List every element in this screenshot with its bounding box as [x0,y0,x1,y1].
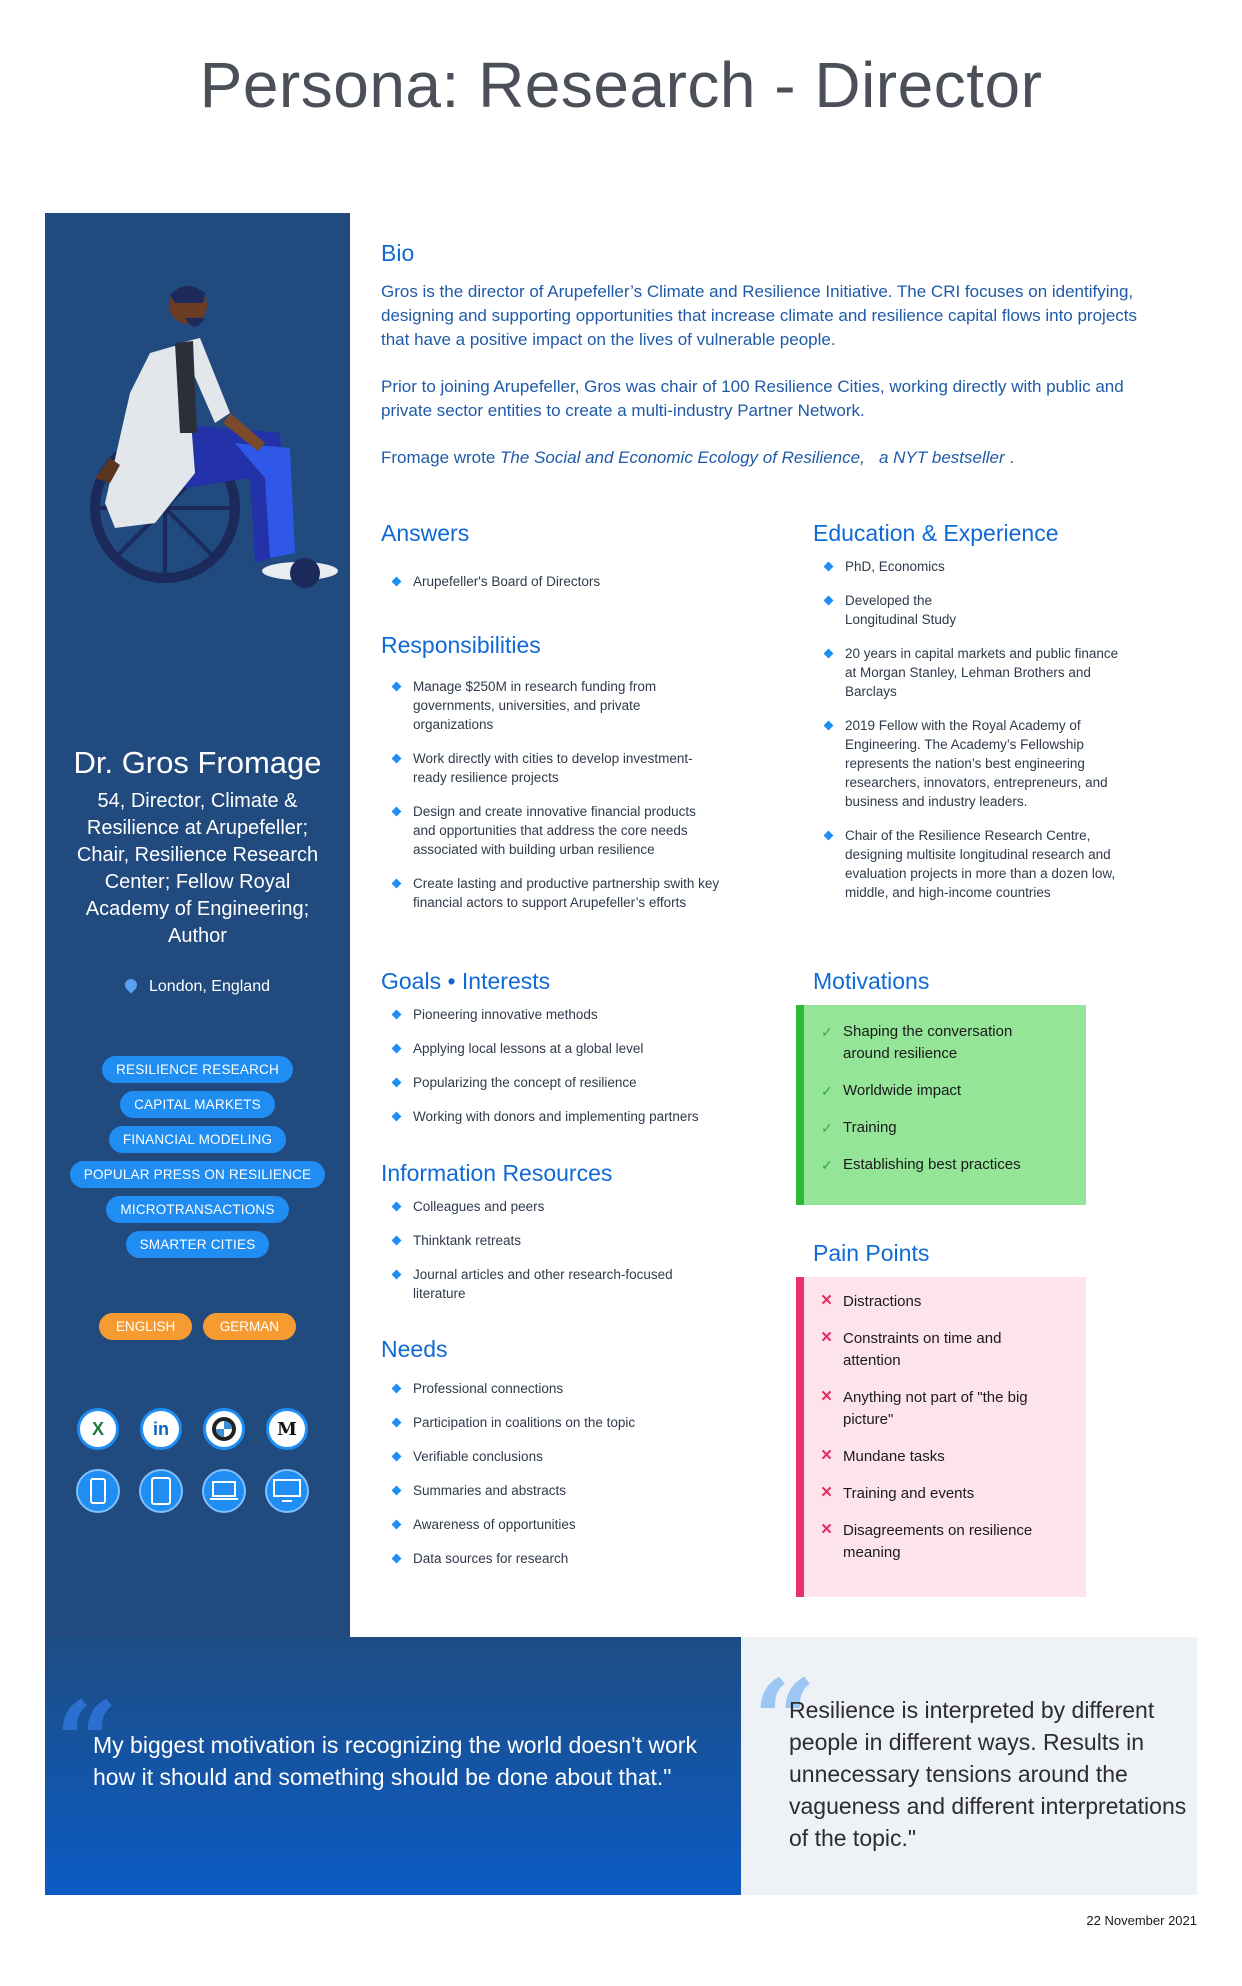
list-item: Journal articles and other research-focused literature [381,1265,721,1303]
skill-tag: SMARTER CITIES [126,1231,270,1258]
page-title: Persona: Research - Director [199,49,1043,121]
list-item: Applying local lessons at a global level [381,1039,721,1058]
desktop-icon [265,1469,309,1513]
pain-points-heading: Pain Points [813,1240,930,1266]
location-text: London, England [149,978,270,995]
list-item: Popularizing the concept of resilience [381,1073,721,1092]
list-item: Working with donors and implementing partners [381,1107,721,1126]
list-item: PhD, Economics [813,557,1123,576]
quote-mark-icon: “ [753,1655,817,1784]
list-item: Create lasting and productive partnership swith key financial actors to support Arupefeller’s efforts [381,874,721,912]
motivations-list [821,1021,1061,1191]
education-heading: Education & Experience [813,520,1059,546]
bio-paragraph: Fromage wrote The Social and Economic Ecology of Resilience, a NYT bestseller . [381,448,1015,467]
list-item: Arupefeller's Board of Directors [381,572,721,591]
language-tag: ENGLISH [99,1313,192,1340]
needs-heading: Needs [381,1336,448,1362]
responsibilities-list [381,677,721,927]
quote-left [45,1637,741,1895]
excel-icon: X [77,1408,119,1450]
bio-heading: Bio [381,240,415,266]
list-item: Developed the Longitudinal Study [813,591,1123,629]
answers-heading: Answers [381,520,470,546]
list-item: × Training and events [821,1483,1051,1505]
skill-tag: POPULAR PRESS ON RESILIENCE [70,1161,325,1188]
profile-sidebar [45,213,350,1643]
skill-tag: FINANCIAL MODELING [109,1126,286,1153]
goals-heading: Goals • Interests [381,968,551,994]
quote-text: My biggest motivation is recognizing the world doesn't work how it should and something should be done about that." [93,1732,697,1790]
goals-list [381,1005,721,1141]
list-item: ✓ Worldwide impact [821,1080,1061,1102]
bmw-icon [203,1408,245,1450]
list-item: 20 years in capital markets and public finance at Morgan Stanley, Lehman Brothers and Barclays [813,644,1123,701]
list-item: Work directly with cities to develop investment-ready resilience projects [381,749,721,787]
education-list [813,557,1123,917]
pain-points-list [821,1291,1051,1579]
list-item: ✓ Establishing best practices [821,1154,1061,1176]
pain-points-card [796,1277,1086,1597]
bestseller-note: a NYT bestseller [878,448,1005,467]
needs-list [381,1379,721,1583]
quote-text: Resilience is interpreted by different people in different ways. Results in unnecessary tensions around the vagueness and different interpretations of the topic." [789,1697,1187,1851]
laptop-icon [202,1469,246,1513]
list-item: Pioneering innovative methods [381,1005,721,1024]
bio-text [381,280,1141,493]
book-title: The Social and Economic Ecology of Resilience, [500,448,865,467]
quote-mark-icon: “ [55,1677,119,1806]
bio-paragraph: Gros is the director of Arupefeller’s Climate and Resilience Initiative. The CRI focuses on identifying, designing and supporting opportunities that increase climate and resilience capital flows into projects that have a positive impact on the lives of vulnerable people. [381,282,1137,349]
skill-tag: MICROTRANSACTIONS [106,1196,288,1223]
language-tags [45,1313,350,1340]
list-item: × Anything not part of "the big picture" [821,1387,1051,1431]
list-item: Participation in coalitions on the topic [381,1413,721,1432]
list-item: Manage $250M in research funding from governments, universities, and private organizations [381,677,721,734]
medium-icon: M [266,1408,308,1450]
list-item: Summaries and abstracts [381,1481,721,1500]
list-item: Thinktank retreats [381,1231,721,1250]
motivations-card [796,1005,1086,1205]
list-item: Colleagues and peers [381,1197,721,1216]
tablet-icon [139,1469,183,1513]
resources-list [381,1197,721,1318]
list-item: ✓ Shaping the conversation around resilience [821,1021,1061,1065]
skill-tags [45,1056,350,1266]
location [45,978,350,996]
persona-role: 54, Director, Climate & Resilience at Arupefeller; Chair, Resilience Research Center; Fellow Royal Academy of Engineering; Author [76,790,319,947]
list-item: × Disagreements on resilience meaning [821,1520,1051,1564]
language-tag: GERMAN [203,1313,296,1340]
skill-tag: CAPITAL MARKETS [120,1091,275,1118]
list-item: Data sources for research [381,1549,721,1568]
persona-name: Dr. Gros Fromage [73,745,322,780]
responsibilities-heading: Responsibilities [381,632,541,658]
list-item: × Mundane tasks [821,1446,1051,1468]
list-item: ✓ Training [821,1117,1061,1139]
motivations-heading: Motivations [813,968,930,994]
list-item: Professional connections [381,1379,721,1398]
list-item: Verifiable conclusions [381,1447,721,1466]
list-item: × Distractions [821,1291,1051,1313]
list-item: Chair of the Resilience Research Centre, designing multisite longitudinal research and evaluation projects in more than a dozen low, middle, and high-income countries [813,826,1123,902]
answers-list [381,572,721,606]
list-item: × Constraints on time and attention [821,1328,1051,1372]
persona-illustration [75,273,345,613]
list-item: Awareness of opportunities [381,1515,721,1534]
quote-right [741,1637,1197,1895]
linkedin-icon: in [140,1408,182,1450]
skill-tag: RESILIENCE RESEARCH [102,1056,293,1083]
document-date: 22 November 2021 [1086,1913,1197,1928]
list-item: Design and create innovative financial products and opportunities that address the core needs associated with building urban resilience [381,802,721,859]
resources-heading: Information Resources [381,1160,613,1186]
list-item: 2019 Fellow with the Royal Academy of Engineering. The Academy’s Fellowship represents the nation’s best engineering researchers, innovators, entrepreneurs, and business and industry leaders. [813,716,1123,811]
phone-icon [76,1469,120,1513]
bio-paragraph: Prior to joining Arupefeller, Gros was chair of 100 Resilience Cities, working directly with public and private sector entities to create a multi-industry Partner Network. [381,377,1124,420]
map-pin-icon [123,977,140,994]
